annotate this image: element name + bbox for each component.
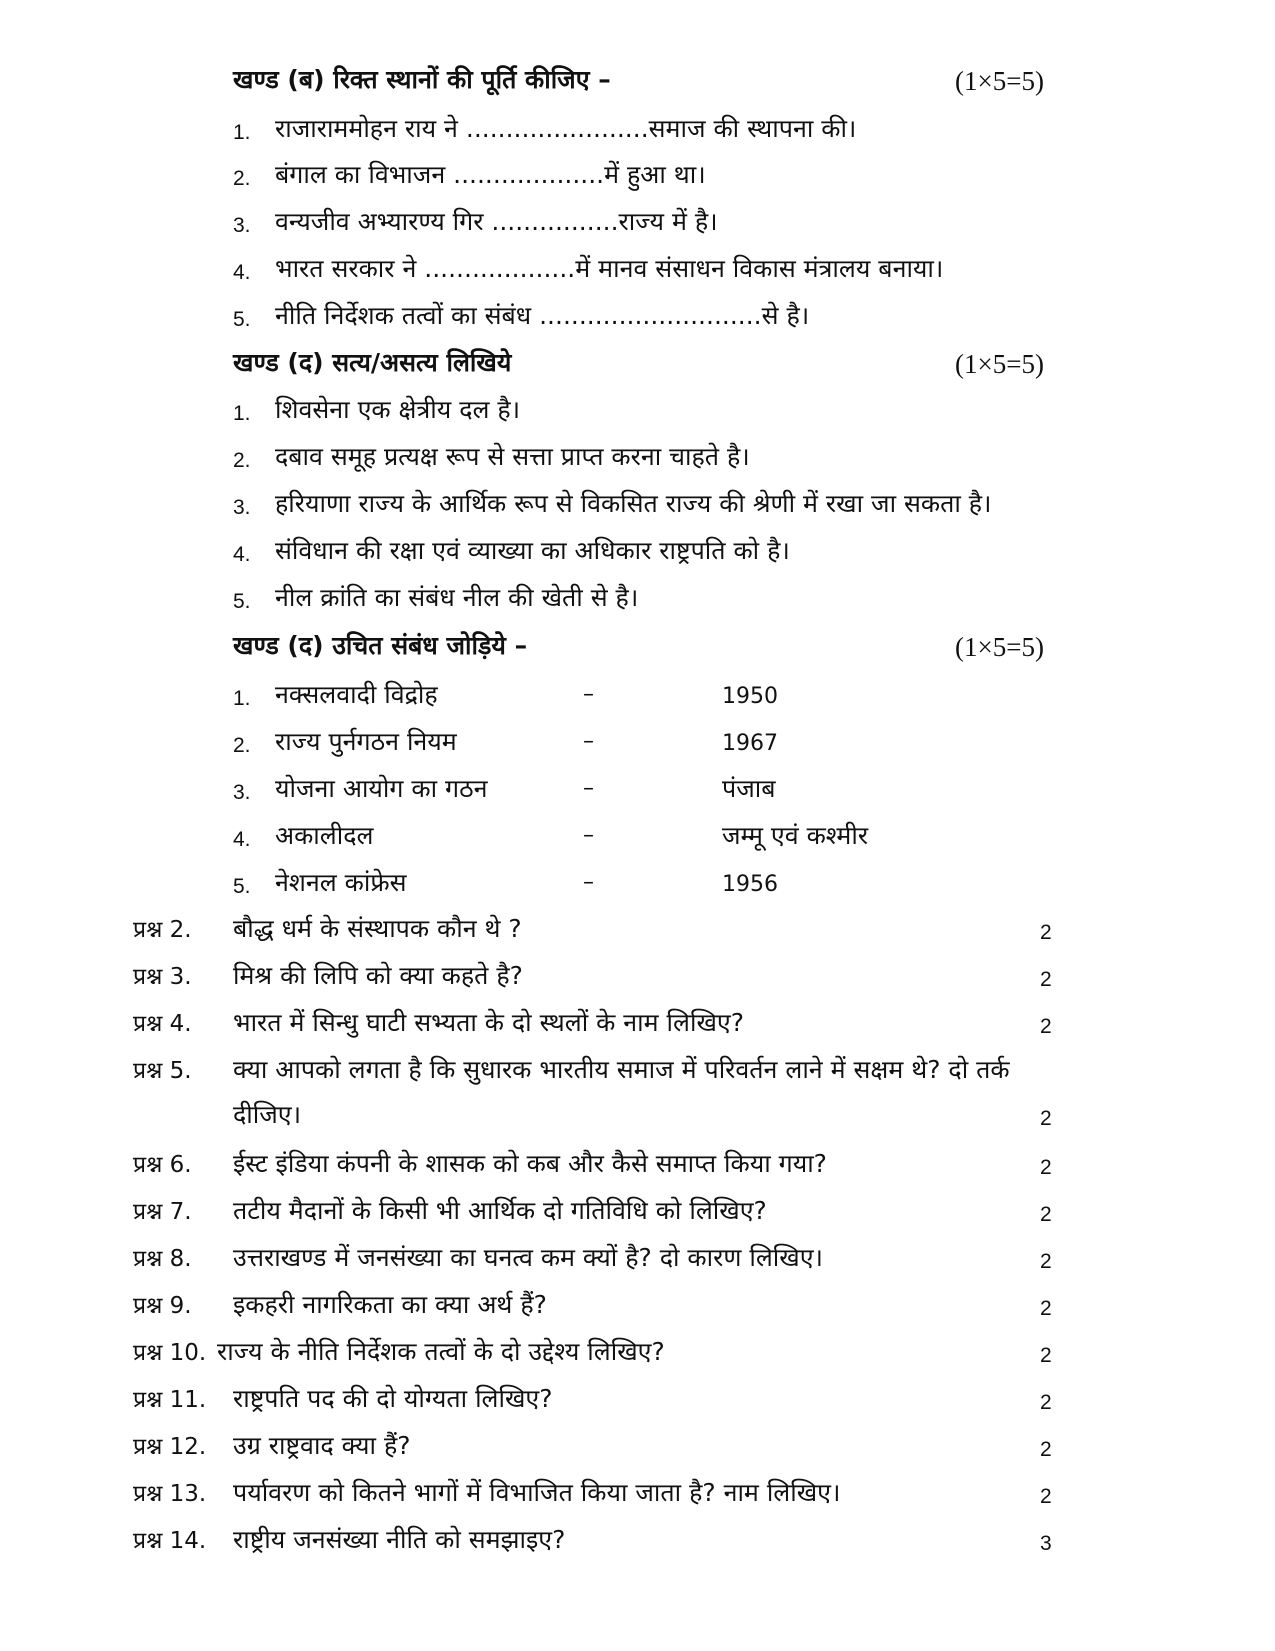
- question-text: राष्ट्रीय जनसंख्या नीति को समझाइए?: [233, 1525, 566, 1554]
- list-item-number: 5.: [233, 590, 251, 613]
- question-label: प्रश्न 11.: [133, 1387, 207, 1413]
- question-text: मिश्र की लिपि को क्या कहते है?: [233, 961, 523, 990]
- list-item-number: 1.: [233, 402, 251, 425]
- list-item-number: 3.: [233, 214, 251, 237]
- question-label: प्रश्न 7.: [133, 1199, 192, 1225]
- match-left: नेशनल कांफ्रेस: [275, 868, 407, 897]
- list-item-number: 2.: [233, 734, 251, 757]
- list-item-number: 1.: [233, 687, 251, 710]
- question-label: प्रश्न 5.: [133, 1058, 192, 1084]
- question-marks: 2: [1040, 1250, 1052, 1273]
- question-label: प्रश्न 8.: [133, 1246, 192, 1272]
- list-item: राजाराममोहन राय ने .......................समाज की स्थापना की।: [275, 114, 857, 143]
- match-left: नक्सलवादी विद्रोह: [275, 680, 438, 709]
- question-label: प्रश्न 10.: [133, 1340, 207, 1366]
- match-right: जम्मू एवं कश्मीर: [722, 821, 869, 850]
- question-marks: 2: [1040, 1015, 1052, 1038]
- question-label: प्रश्न 9.: [133, 1293, 192, 1319]
- match-left: योजना आयोग का गठन: [275, 774, 488, 803]
- list-item-number: 4.: [233, 543, 251, 566]
- question-label: प्रश्न 12.: [133, 1434, 207, 1460]
- match-dash: –: [583, 776, 594, 801]
- list-item: संविधान की रक्षा एवं व्याख्या का अधिकार राष्ट्रपति को है।: [275, 536, 790, 565]
- list-item-number: 2.: [233, 449, 251, 472]
- question-label: प्रश्न 6.: [133, 1152, 192, 1178]
- question-marks: 2: [1040, 1156, 1052, 1179]
- section-d2-marks: (1×5=5): [955, 632, 1044, 662]
- question-marks: 2: [1040, 1391, 1052, 1414]
- question-text: राज्य के नीति निर्देशक तत्वों के दो उद्देश्य लिखिए?: [217, 1337, 665, 1366]
- match-right: 1950: [722, 684, 778, 709]
- question-label: प्रश्न 4.: [133, 1011, 192, 1037]
- match-right: 1967: [722, 731, 778, 756]
- question-marks: 2: [1040, 1344, 1052, 1367]
- section-b-heading: खण्ड (ब) रिक्त स्थानों की पूर्ति कीजिए –: [233, 65, 611, 94]
- list-item: हरियाणा राज्य के आर्थिक रूप से विकसित राज्य की श्रेणी में रखा जा सकता है।: [275, 489, 992, 518]
- question-marks: 3: [1040, 1532, 1052, 1555]
- question-text: पर्यावरण को कितने भागों में विभाजित किया जाता है? नाम लिखिए।: [233, 1478, 841, 1507]
- section-d1-marks: (1×5=5): [955, 349, 1044, 379]
- match-right: पंजाब: [722, 774, 776, 803]
- list-item-number: 1.: [233, 121, 251, 144]
- question-label: प्रश्न 3.: [133, 964, 192, 990]
- list-item-number: 5.: [233, 308, 251, 331]
- list-item: दबाव समूह प्रत्यक्ष रूप से सत्ता प्राप्त करना चाहते है।: [275, 442, 750, 471]
- question-text: भारत में सिन्धु घाटी सभ्यता के दो स्थलों के नाम लिखिए?: [233, 1008, 744, 1037]
- list-item: वन्यजीव अभ्यारण्य गिर ................राज्य में है।: [275, 207, 718, 236]
- question-text: क्या आपको लगता है कि सुधारक भारतीय समाज में परिवर्तन लाने में सक्षम थे? दो तर्क: [233, 1055, 1010, 1084]
- question-text: बौद्ध धर्म के संस्थापक कौन थे ?: [233, 914, 522, 943]
- question-text: उत्तराखण्ड में जनसंख्या का घनत्व कम क्यों है? दो कारण लिखिए।: [233, 1243, 823, 1272]
- list-item-number: 3.: [233, 496, 251, 519]
- section-b-marks: (1×5=5): [955, 66, 1044, 96]
- question-text: राष्ट्रपति पद की दो योग्यता लिखिए?: [233, 1384, 553, 1413]
- match-dash: –: [583, 823, 594, 848]
- list-item-number: 2.: [233, 167, 251, 190]
- question-text: ईस्ट इंडिया कंपनी के शासक को कब और कैसे समाप्त किया गया?: [233, 1149, 827, 1178]
- match-left: अकालीदल: [275, 821, 374, 850]
- list-item-number: 3.: [233, 781, 251, 804]
- question-marks: 2: [1040, 921, 1052, 944]
- question-marks: 2: [1040, 968, 1052, 991]
- list-item: शिवसेना एक क्षेत्रीय दल है।: [275, 395, 521, 424]
- section-d2-heading: खण्ड (द) उचित संबंध जोड़िये –: [233, 631, 528, 660]
- question-text-continued: दीजिए।: [233, 1100, 302, 1129]
- list-item: बंगाल का विभाजन ...................में हुआ था।: [275, 160, 706, 189]
- match-right: 1956: [722, 872, 778, 897]
- list-item: भारत सरकार ने ...................में मानव संसाधन विकास मंत्रालय बनाया।: [275, 254, 944, 283]
- question-label: प्रश्न 13.: [133, 1481, 207, 1507]
- list-item: नील क्रांति का संबंध नील की खेती से है।: [275, 583, 639, 612]
- match-dash: –: [583, 682, 594, 707]
- question-marks: 2: [1040, 1438, 1052, 1461]
- list-item-number: 5.: [233, 875, 251, 898]
- section-d1-heading: खण्ड (द) सत्य/असत्य लिखिये: [233, 348, 512, 377]
- question-marks: 2: [1040, 1107, 1052, 1130]
- list-item-number: 4.: [233, 261, 251, 284]
- question-marks: 2: [1040, 1297, 1052, 1320]
- question-text: इकहरी नागरिकता का क्या अर्थ हैं?: [233, 1290, 547, 1319]
- question-marks: 2: [1040, 1485, 1052, 1508]
- match-dash: –: [583, 729, 594, 754]
- question-text: तटीय मैदानों के किसी भी आर्थिक दो गतिविधि को लिखिए?: [233, 1196, 767, 1225]
- list-item-number: 4.: [233, 828, 251, 851]
- match-dash: –: [583, 870, 594, 895]
- question-label: प्रश्न 14.: [133, 1528, 207, 1554]
- question-marks: 2: [1040, 1203, 1052, 1226]
- question-label: प्रश्न 2.: [133, 917, 192, 943]
- match-left: राज्य पुर्नगठन नियम: [275, 727, 457, 756]
- list-item: नीति निर्देशक तत्वों का संबंध ............................से है।: [275, 301, 810, 330]
- question-text: उग्र राष्ट्रवाद क्या हैं?: [233, 1431, 411, 1460]
